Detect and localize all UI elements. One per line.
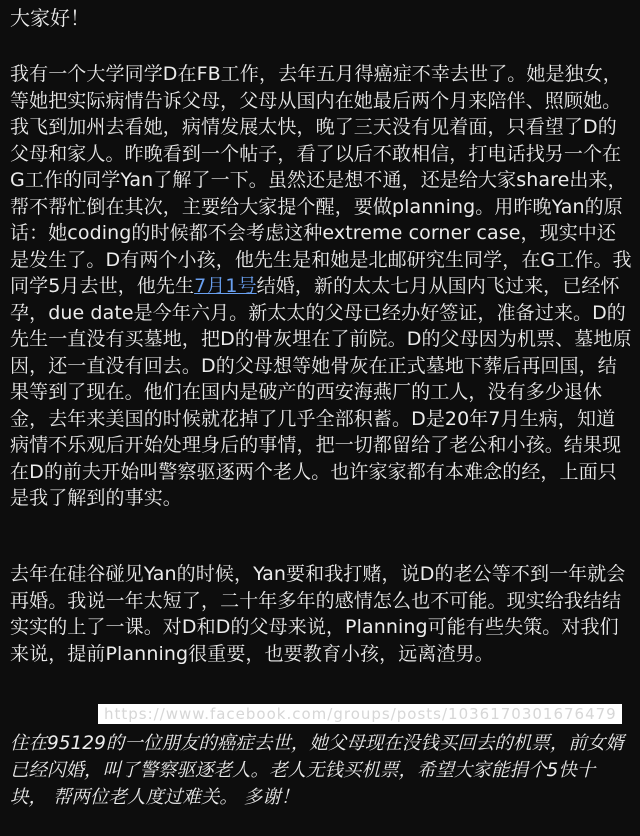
greeting-text: 大家好！ bbox=[10, 6, 90, 30]
story-text-after-link: 结婚，新的太太七月从国内飞过来，已经怀孕，due date是今年六月。新太太的父母已经办好签证，准备过来。D的先生一直没有买墓地，把D的骨灰埋在了前院。D的父母因为机票、墓地原因，还一直没有回去。D的父母想等她骨灰在正式墓地下葬后再回国，结果等到了现在。他们在国内是破产的西安海燕厂的工人，没有多少退休金，去年来美国的时候就花掉了几乎全部积蓄。D是20年7月生病，知道病情不乐观后开始处理身后的事情，把一切都留给了老公和小孩。结果现在D的前夫开始叫警察驱逐两个老人。也许家家都有本难念的经，上面只是我了解到的事实。 bbox=[10, 275, 632, 509]
url-fragment: https://www.facebook.com/groups/posts/1036170301676479 bbox=[104, 705, 617, 723]
date-link[interactable]: 7月1号 bbox=[194, 275, 257, 297]
donation-appeal: 住在95129的一位朋友的癌症去世，她父母现在没钱买回去的机票，前女婿已经闪婚，叫了警察驱逐老人。老人无钱买机票，希望大家能捐个5快十块， 帮两位老人度过难关。 多谢！ bbox=[10, 733, 624, 808]
story-paragraph-1 bbox=[10, 61, 632, 512]
story-paragraph-2: 去年在硅谷碰见Yan的时候，Yan要和我打赌，说D的老公等不到一年就会再婚。我说一年太短了，二十年多年的感情怎么也不可能。现实给我结结实实的上了一课。对D和D的父母来说，Planning可能有些失策。对我们来说，提前Planning很重要，也要教育小孩，远离渣男。 bbox=[10, 563, 626, 665]
redacted-url[interactable] bbox=[98, 704, 622, 724]
story-text-before-link: 我有一个大学同学D在FB工作，去年五月得癌症不幸去世了。她是独女，等她把实际病情告诉父母，父母从国内在她最后两个月来陪伴、照顾她。我飞到加州去看她，病情发展太快，晚了三天没有见着面，只看望了D的父母和家人。昨晚看到一个帖子，看了以后不敢相信，打电话找另一个在G工作的同学Yan了解了一下。虽然还是想不通，还是给大家share出来，帮不帮忙倒在其次，主要给大家提个醒，要做planning。用昨晚Yan的原话：她coding的时候都不会考虑这种extreme corner case，现实中还是发生了。D有两个小孩，他先生是和她是北邮研究生同学，在G工作。我同学5月去世，他先生 bbox=[10, 63, 632, 297]
